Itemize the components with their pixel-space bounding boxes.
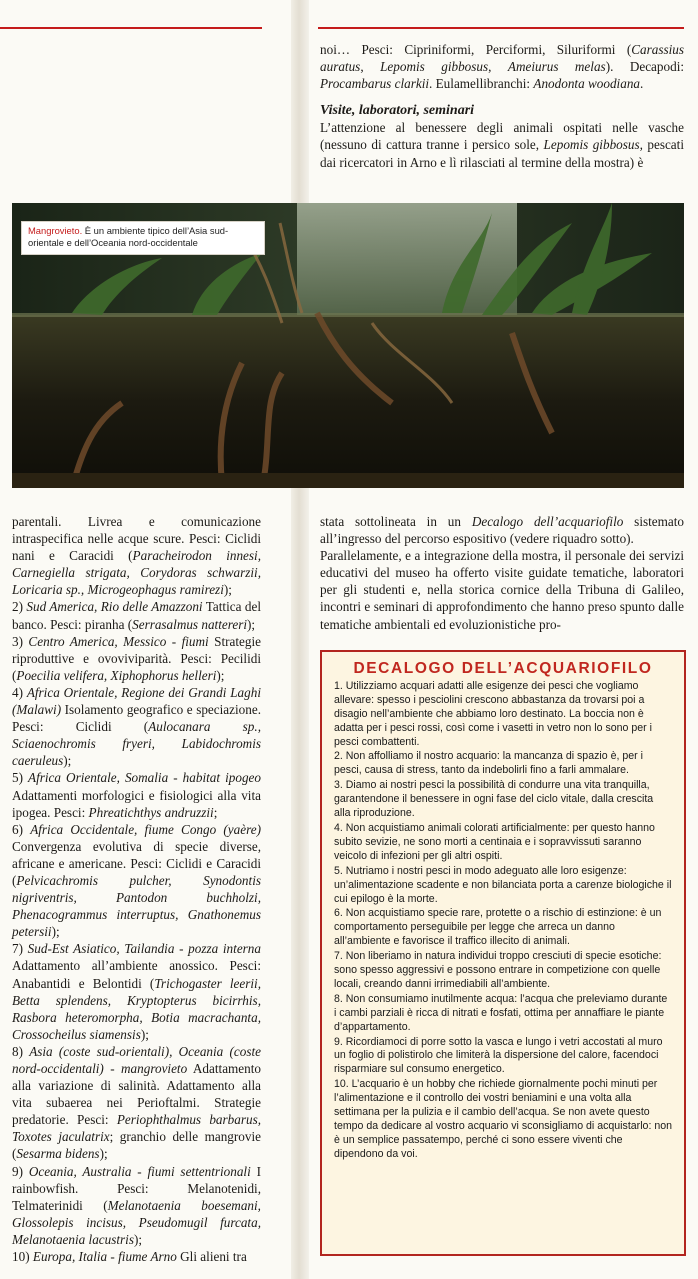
text-run: stata sottolineata in un	[320, 514, 472, 529]
decalogo-item-3: 3. Diamo ai nostri pesci la possibilità di condurre una vita tranquilla, garantendone il benessere in ogni fase del ciclo vitale, dalla crescita alla riproduzione.	[334, 779, 654, 820]
species-paragraph	[320, 41, 684, 92]
section-intro	[320, 119, 684, 170]
italic-run: Sud-Est Asiatico, Tailandia - pozza interna	[27, 941, 261, 957]
left-column	[12, 513, 261, 1265]
left-paragraph-7	[12, 1043, 261, 1163]
text-run: ; granchio delle mangrovie (	[12, 1129, 261, 1162]
text-run: );	[140, 1026, 149, 1042]
text-run: Adattamenti morfologici e fisiologici alla vita ipogea. Pesci:	[12, 787, 261, 820]
italic-run: Paracheirodon innesi, Carnegiella strigata, Corydoras schwarzii, Loricaria sp., Microgeophagus ramirezi	[12, 548, 262, 598]
decalogo-item-8: 8. Non consumiamo inutilmente acqua: l’acqua che preleviamo durante i cambi parziali è ricca di nitrati e fosfati, ottima per annaffiare le piante d’appartamento.	[334, 992, 668, 1033]
text-run: Adattamento alla variazione di salinità. Adattamento alla vita subaerea nei Perioftalmi. Strategie predatorie. Pesci:	[12, 1061, 262, 1128]
text-run: Adattamento all’ambiente anossico. Pesci: Anabantidi e Belontidi (	[12, 958, 261, 991]
italic-run: Decalogo dell’acquariofilo	[471, 514, 624, 529]
decalogo-box	[320, 650, 686, 1256]
text-run: Strategie riproduttive e ovoviviparità. Pesci: Pecilidi (	[12, 633, 261, 683]
text-run: I rainbowfish. Pesci: Melanotenidi, Telmaterinidi (	[12, 1163, 261, 1213]
text-run: Gli alieni tra	[176, 1249, 247, 1265]
top-rule-left	[0, 27, 262, 29]
left-paragraph-9	[12, 1248, 261, 1265]
text-run: noi… Pesci: Cipriniformi, Perciformi, Siluriformi (	[320, 42, 632, 57]
left-paragraph-0	[12, 513, 261, 598]
text-run: sistemato all’ingresso del percorso espositivo (vedere riquadro sotto).	[320, 514, 684, 547]
text-run: 4)	[12, 684, 27, 700]
decalogo-title: DECALOGO DELL’ACQUARIOFILO	[353, 660, 653, 677]
top-rule-right	[318, 27, 684, 29]
page-fold	[291, 0, 309, 1279]
text-run: parentali. Livrea e comunicazione intraspecifica nelle acque scure. Pesci: Ciclidi nani e Caracidi (	[12, 514, 261, 564]
italic-run: Serrasalmus nattereri	[132, 616, 248, 632]
italic-run: Phreatichthys andruzzii	[88, 804, 214, 820]
left-paragraph-5	[12, 821, 261, 941]
left-paragraph-2	[12, 633, 261, 684]
text-run: 2)	[12, 599, 27, 615]
text-run: . Eulamellibranchi:	[429, 76, 534, 92]
decalogo-item-1: 1. Utilizziamo acquari adatti alle esigenze dei pesci che vogliamo allevare: spesso i pesciolini crescono abbastanza da trovarsi poi a disagio nell’ambiente che abbiamo loro destinato. La boccia non è adatta per i pesci rossi, così come i vasetti in vetro non lo sono per i pesci combattenti.	[334, 679, 652, 748]
caption-title: Mangrovieto.	[28, 225, 83, 236]
text-run: L’attenzione al benessere degli animali ospitati nelle vasche (nessuno di cattura tranne i persico sole,	[320, 120, 684, 153]
text-run: 3)	[12, 633, 29, 649]
top-right-text	[320, 41, 684, 171]
decalogo-item-10: 10. L’acquario è un hobby che richiede giornalmente pochi minuti per l’alimentazione e il controllo dei vostri beniamini e una volta alla settimana per la pulizia e il cambio dell’acqua. Se non avete questo tempo da dedicare al vostro acquario vi sconsigliamo di acquistarlo: non è un semplice passatempo, perché ci sono essere viventi che dipendono da voi.	[334, 1078, 673, 1160]
text-run: 10)	[12, 1249, 33, 1265]
italic-run: Poecilia velifera, Xiphophorus helleri	[16, 667, 217, 683]
decalogo-item-6: 6. Non acquistiamo specie rare, protette o a rischio di estinzione: è un comportamento perseguibile per legge che arreca un danno all’ambiente e favorisce il traffico illecito di animali.	[334, 907, 662, 948]
right-paragraph-1	[320, 547, 684, 632]
italic-run: Europa, Italia - fiume Arno	[32, 1249, 177, 1265]
text-run: pescati dai ricercatori in Arno e lì rilasciati al termine della mostra) è	[320, 137, 684, 170]
text-run: ,	[488, 59, 508, 75]
text-run: );	[99, 1146, 108, 1162]
italic-run: Carassius auratus	[320, 42, 684, 75]
italic-run: Melanotaenia boesemani, Glossolepis incisus, Pseudomugil furcata, Melanotaenia lacustris	[12, 1197, 261, 1247]
decalogo-item-5: 5. Nutriamo i nostri pesci in modo adeguato alle loro esigenze: un’alimentazione scadente e non bilanciata porta a carenze biologiche il cui epilogo è la morte.	[334, 864, 672, 905]
text-run: 8)	[12, 1043, 30, 1059]
section-heading: Visite, laboratori, seminari	[320, 103, 475, 119]
italic-run: Sesarma bidens	[16, 1146, 100, 1162]
photo-caption	[21, 221, 265, 255]
left-paragraph-1	[12, 598, 261, 632]
left-paragraph-8	[12, 1163, 261, 1248]
text-run: 6)	[12, 821, 31, 837]
decalogo-item-9: 9. Ricordiamoci di porre sotto la vasca e lungo i vetri accostati al muro un foglio di polistirolo che limiterà la dispersione del calore, facendoci risparmiare sul consumo energetico.	[334, 1035, 663, 1076]
right-paragraph-0	[320, 513, 684, 547]
italic-run: Aulocanara sp., Sciaenochromis fryeri, Labidochromis caeruleus	[12, 719, 261, 769]
italic-run: Africa Orientale, Somalia - habitat ipogeo	[28, 770, 261, 786]
decalogo-item-4: 4. Non acquistiamo animali colorati artificialmente: per questo hanno subito sevizie, ne sono morti a centinaia e i sopravvissuti saranno veicolo di infezioni per gli altri ospiti.	[334, 821, 655, 862]
text-run: ;	[213, 804, 218, 820]
text-run: );	[223, 582, 232, 598]
italic-run: Oceania, Australia - fiumi settentrionali	[28, 1163, 251, 1179]
decalogo-item-7: 7. Non liberiamo in natura individui troppo cresciuti di specie esotiche: sono spesso aggressivi e possono entrare in competizione con quelle locali, creando danni irrimediabili all’ambiente.	[334, 950, 662, 990]
italic-run: Asia (coste sud-orientali), Oceania (coste nord-occidentali) - mangrovieto	[12, 1043, 261, 1076]
text-run: 9)	[12, 1163, 29, 1179]
italic-run: Pelvicachromis pulcher, Synodontis nigriventris, Pantodon buchholzi, Phenacogrammus interruptus, Gnathonemus petersii	[12, 872, 261, 940]
italic-run: Centro America, Messico - fiumi	[28, 633, 209, 649]
text-run: );	[247, 616, 256, 632]
text-run: 5)	[12, 770, 29, 786]
italic-run: Trichogaster leerii, Betta splendens, Kryptopterus bicirrhis, Rasbora heteromorpha, Botia macrachanta, Crossocheilus siamensis	[12, 975, 261, 1042]
text-run: );	[133, 1231, 143, 1247]
decalogo-item-2: 2. Non affolliamo il nostro acquario: la mancanza di spazio è, per i pesci, causa di stress, tanto da indebolirli fino a farli ammalare.	[334, 750, 643, 777]
left-paragraph-6	[12, 940, 261, 1043]
text-run: );	[216, 667, 225, 683]
italic-run: Lepomis gibbosus,	[543, 137, 643, 153]
text-run: Convergenza evolutiva di specie diverse, africane e americane. Pesci: Ciclidi e Caracidi (	[12, 838, 261, 888]
italic-run: Africa Occidentale, fiume Congo (yaère)	[30, 821, 261, 837]
caption-text: È un ambiente tipico dell’Asia sud-orientale e dell’Oceania nord-occidentale	[28, 225, 229, 248]
left-paragraph-3	[12, 684, 261, 769]
text-run: 7)	[12, 941, 28, 957]
text-run: ,	[360, 59, 381, 75]
text-run: ). Decapodi:	[605, 59, 685, 75]
italic-run: Sud America, Rio delle Amazzoni	[26, 599, 203, 615]
text-run: Tattica del banco. Pesci: piranha (	[12, 599, 261, 632]
italic-run: Lepomis gibbosus	[380, 59, 489, 75]
italic-run: Anodonta woodiana	[533, 76, 641, 92]
text-run: );	[63, 753, 72, 769]
text-run: .	[640, 76, 644, 92]
right-column	[320, 513, 684, 633]
text-run: Isolamento geografico e speciazione. Pesci: Ciclidi (	[12, 702, 261, 735]
italic-run: Ameiurus melas	[507, 59, 606, 75]
italic-run: Periophthalmus barbarus, Toxotes jaculatrix	[12, 1112, 262, 1145]
italic-run: Procambarus clarkii	[320, 76, 430, 92]
left-paragraph-4	[12, 769, 261, 820]
text-run: );	[51, 924, 60, 940]
italic-run: Africa Orientale, Regione dei Grandi Laghi (Malawi)	[12, 684, 261, 718]
text-run: Parallelamente, e a integrazione della mostra, il personale dei servizi educativi del museo ha offerto visite guidate tematiche, laboratori per gli studenti e, nella storica cornice della Tribuna di Galileo, incontri e seminari di approfondimento che hanno preso spunto dalle tematiche ambientali ed evoluzionistiche pro-	[320, 548, 684, 632]
decalogo-list	[334, 680, 672, 1162]
